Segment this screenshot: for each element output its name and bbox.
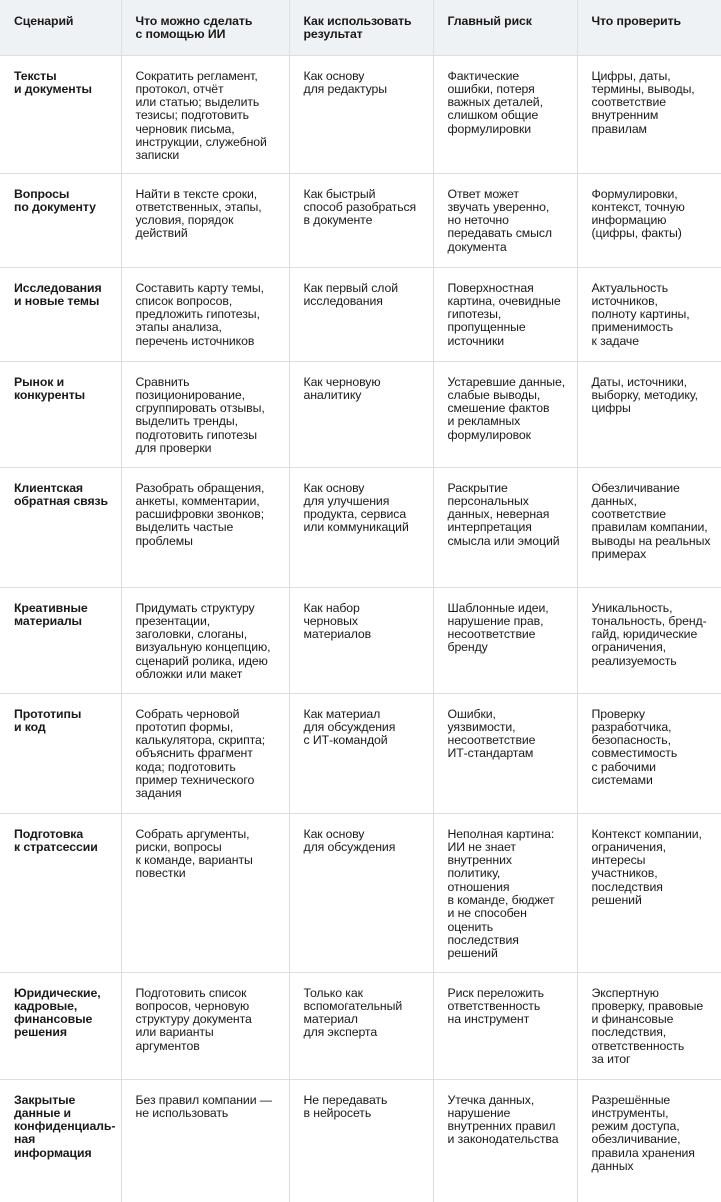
scenario-cell: Прототипы и код: [0, 693, 121, 813]
risk-cell: Фактические ошибки, потеря важных деталей, слишком общие формулировки: [433, 55, 577, 173]
usage-cell: Как материал для обсуждения с ИТ-командой: [289, 693, 433, 813]
check-cell: Обезличивание данных, соответствие правилам компании, выводы на реальных примерах: [577, 467, 721, 587]
table-row: [0, 972, 721, 1079]
risk-cell: Ошибки, уязвимости, несоответствие ИТ-стандартам: [433, 693, 577, 813]
header-main-risk: Главный риск: [433, 0, 577, 55]
check-cell: Цифры, даты, термины, выводы, соответствие внутренним правилам: [577, 55, 721, 173]
usage-cell: Как основу для редактуры: [289, 55, 433, 173]
header-ai-capability: Что можно сделать с помощью ИИ: [121, 0, 289, 55]
usage-cell: Как первый слой исследования: [289, 267, 433, 361]
scenario-cell: Тексты и документы: [0, 55, 121, 173]
table-row: [0, 173, 721, 267]
table-row: [0, 1079, 721, 1202]
header-usage: Как использовать результат: [289, 0, 433, 55]
ai-capability-cell: Сравнить позиционирование, сгруппировать отзывы, выделить тренды, подготовить гипотезы для проверки: [121, 361, 289, 467]
risk-cell: Утечка данных, нарушение внутренних правил и законодательства: [433, 1079, 577, 1202]
table-row: [0, 693, 721, 813]
ai-capability-cell: Собрать черновой прототип формы, калькулятора, скрипта; объяснить фрагмент кода; подготовить пример технического задания: [121, 693, 289, 813]
check-cell: Проверку разработчика, безопасность, совместимость с рабочими системами: [577, 693, 721, 813]
ai-capability-cell: Сократить регламент, протокол, отчёт или статью; выделить тезисы; подготовить черновик письма, инструкции, служебной записки: [121, 55, 289, 173]
scenario-cell: Закрытые данные и конфиденциаль- ная информация: [0, 1079, 121, 1202]
risk-cell: Неполная картина: ИИ не знает внутренних политику, отношения в команде, бюджет и не способен оценить последствия решений: [433, 813, 577, 972]
table-row: [0, 267, 721, 361]
header-row: [0, 0, 721, 55]
table-row: [0, 361, 721, 467]
check-cell: Формулировки, контекст, точную информацию (цифры, факты): [577, 173, 721, 267]
table-row: [0, 813, 721, 972]
usage-cell: Только как вспомогательный материал для эксперта: [289, 972, 433, 1079]
check-cell: Контекст компании, ограничения, интересы участников, последствия решений: [577, 813, 721, 972]
scenario-cell: Вопросы по документу: [0, 173, 121, 267]
header-what-to-check: Что проверить: [577, 0, 721, 55]
scenario-cell: Исследования и новые темы: [0, 267, 121, 361]
scenario-cell: Подготовка к стратсессии: [0, 813, 121, 972]
usage-cell: Как основу для обсуждения: [289, 813, 433, 972]
usage-cell: Как набор черновых материалов: [289, 587, 433, 693]
usage-cell: Как черновую аналитику: [289, 361, 433, 467]
ai-capability-cell: Без правил компании — не использовать: [121, 1079, 289, 1202]
scenario-cell: Креативные материалы: [0, 587, 121, 693]
ai-capability-cell: Составить карту темы, список вопросов, предложить гипотезы, этапы анализа, перечень источников: [121, 267, 289, 361]
risk-cell: Раскрытие персональных данных, неверная интерпретация смысла или эмоций: [433, 467, 577, 587]
risk-cell: Шаблонные идеи, нарушение прав, несоответствие бренду: [433, 587, 577, 693]
ai-capability-cell: Подготовить список вопросов, черновую структуру документа или варианты аргументов: [121, 972, 289, 1079]
usage-cell: Не передавать в нейросеть: [289, 1079, 433, 1202]
check-cell: Даты, источники, выборку, методику, цифры: [577, 361, 721, 467]
scenario-cell: Рынок и конкуренты: [0, 361, 121, 467]
usage-cell: Как основу для улучшения продукта, сервиса или коммуникаций: [289, 467, 433, 587]
check-cell: Уникальность, тональность, бренд- гайд, юридические ограничения, реализуемость: [577, 587, 721, 693]
scenario-cell: Юридические, кадровые, финансовые решения: [0, 972, 121, 1079]
table-body: [0, 55, 721, 1202]
ai-capability-cell: Найти в тексте сроки, ответственных, этапы, условия, порядок действий: [121, 173, 289, 267]
check-cell: Разрешённые инструменты, режим доступа, обезличивание, правила хранения данных: [591, 1092, 695, 1174]
table-header: [0, 0, 721, 55]
check-cell: Актуальность источников, полноту картины, применимость к задаче: [577, 267, 721, 361]
risk-cell: Риск переложить ответственность на инструмент: [433, 972, 577, 1079]
header-scenario: Сценарий: [0, 0, 121, 55]
scenario-cell: Клиентская обратная связь: [0, 467, 121, 587]
ai-capability-cell: Придумать структуру презентации, заголовки, слоганы, визуальную концепцию, сценарий ролика, идею обложки или макет: [121, 587, 289, 693]
table-row: [0, 55, 721, 173]
risk-cell: Устаревшие данные, слабые выводы, смешение фактов и рекламных формулировок: [433, 361, 577, 467]
risk-cell: Ответ может звучать уверенно, но неточно передавать смысл документа: [433, 173, 577, 267]
check-cell: Экспертную проверку, правовые и финансовые последствия, ответственность за итог: [577, 972, 721, 1079]
ai-capability-cell: Разобрать обращения, анкеты, комментарии, расшифровки звонков; выделить частые проблемы: [121, 467, 289, 587]
usage-cell: Как быстрый способ разобраться в документе: [289, 173, 433, 267]
risk-cell: Поверхностная картина, очевидные гипотезы, пропущенные источники: [433, 267, 577, 361]
table-row: [0, 467, 721, 587]
ai-capability-cell: Собрать аргументы, риски, вопросы к команде, варианты повестки: [121, 813, 289, 972]
table-row: [0, 587, 721, 693]
